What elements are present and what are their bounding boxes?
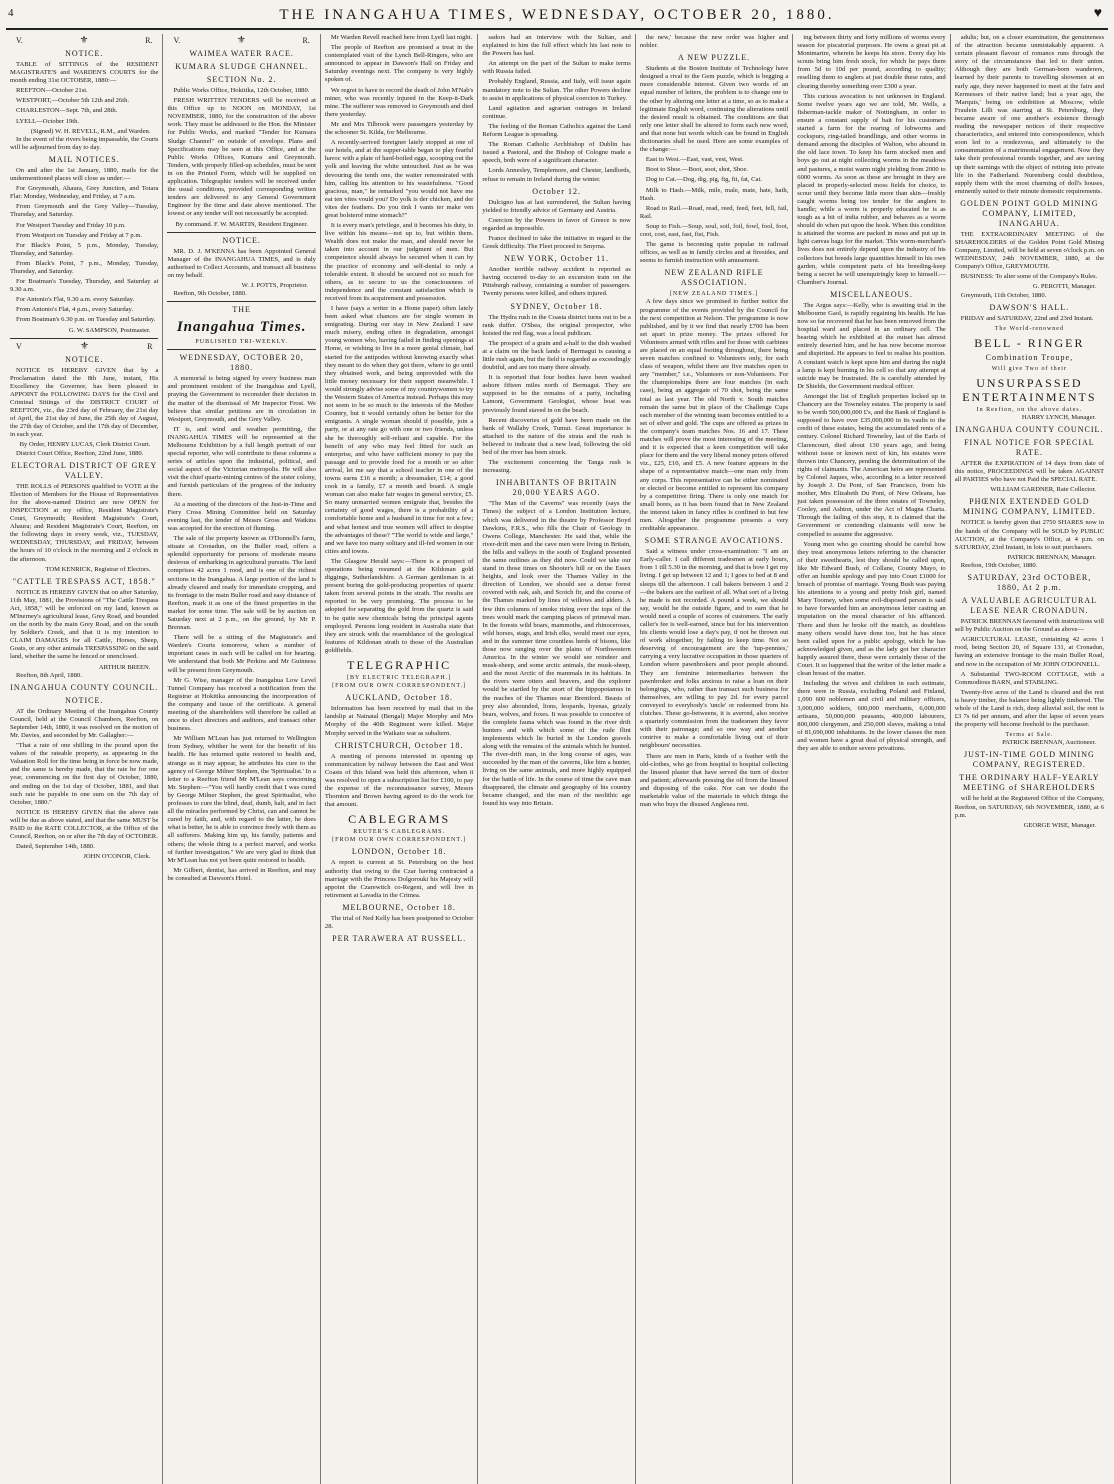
headline: NOTICE. xyxy=(65,354,104,364)
headline: Combination Troupe, xyxy=(985,352,1074,362)
article-paragraph: Including the wives and children in each estimate, there were in Russia, excluding Poland and Finland, 1,090 600 noblemen and civil and military officers, 3,000,000 soldiers, 600,000 merchants, 6,000,000 artisans, 50,000,000 peasants, 400,000 labourers, 800,000 clergymen, and 250,000 slaves, making a total of 81,690,000 inhabitants. In the lower classes the men and women have a great deal of physical strength, and they are able to endure severe privations. xyxy=(797,680,946,752)
article-paragraph: will be held at the Registered Office of the Company, Reefton, on SATURDAY, 6th NOVEMBER, 1880, at 6 p.m. xyxy=(954,795,1105,819)
article-paragraph: District Court Office, Reefton, 22nd June, 1880. xyxy=(16,449,144,457)
crest-left: V xyxy=(16,341,22,351)
article-paragraph: The sale of the property known as O'Donnell's farm, situate at Cronadun, on the Buller road, offers a splendid opportunity for persons of moderate means desirous of embarking in agricultural pursuits. The land comprises 42 acres 1 rood, and is one of the richest sections in the Inangahua. A large portion of the land is already cleared and ready for immediate cropping, and its frontage to the main Buller road and easy distance of Reefton, mark it as one of the finest properties in the market for some time. The sale will be by auction on Saturday next at 2 p.m., on the ground, by Mr P. Brennan. xyxy=(167,535,316,632)
article-paragraph: The game is becoming quite popular in railroad offices, as well as in family circles and at firesides, and seems to furnish instruction with amusement. xyxy=(639,241,789,265)
royal-crest-icon: ⚜ xyxy=(79,35,89,46)
article-paragraph: There will be a sitting of the Magistrate's and Warden's Courts tomorrow, when a number of important cases in each will be called on for hearing. We understand that both Mr Perkins and Mr Guinness will be present from Greymouth. xyxy=(167,634,316,674)
article-paragraph: From Boatman's 6.30 p.m. on Tuesday and Saturday. xyxy=(16,316,156,324)
article-paragraph: For Boatman's Tuesday, Thursday, and Saturday at 9.30 a.m. xyxy=(10,278,159,294)
article-paragraph: adults; but, on a closer examination, the genuineness of the attraction became unmistakably apparent. A certain pleasant flavour of romance runs through the story of the circumstances that led to their union. Although they are both German-born wanderers, learned by their parents to travelling showmen at an early age, they never happened to meet at the fairs and Kermesses of their native land; but a year ago, the 'Marquis,' being on exhibition at Moscow, while Fraulein Lilli was starring at St. Petersburg, they became aware of one another's existence through reading the newspaper notices of their respective characteristics, and entered into correspondence, which soon led to a rendezvous, and ultimately to the consummation of a matrimonial engagement. Now they take their professional rounds together, and are saving up their earnings with the object of retiring into private life in the Fatherland. Nuremberg could doubtless, supply them with the most charming of doll's houses, eminently suited to their minute domestic requirements. xyxy=(954,34,1105,195)
headline: A VALUABLE AGRICULTURAL LEASE NEAR CRONADUN. xyxy=(961,596,1098,616)
crest-left: V. xyxy=(173,36,181,45)
headline: NOTICE. xyxy=(65,695,104,705)
headline: NEW ZEALAND RIFLE ASSOCIATION. xyxy=(664,268,764,288)
headline: SOME STRANGE AVOCATIONS. xyxy=(644,536,784,546)
article-paragraph: AGRICULTURAL LEASE, containing 42 acres 1 rood, being Section 20, of Square 131, at Cronadun, having an extensive frontage to the main Buller Road, and now in the occupation of Mr JOHN O'DONNELL. xyxy=(954,636,1105,668)
crest-header xyxy=(10,36,158,46)
signature: W. J. POTTS, Proprietor. xyxy=(241,281,308,289)
masthead xyxy=(6,4,1108,30)
article-paragraph: "That a rate of one shilling in the pound upon the values of the rateable property, as appearing in the Valuation Roll for the time being in force be now made, and the same is hereby made, that the rate be for one year, commencing on the first day of October, 1880, and ending on the 1st day of October, 1881, and that such rate be payable in one sum on the 7th day of October, 1880." xyxy=(10,742,159,806)
article-paragraph: WESTPORT,—October 5th 12th and 26th. xyxy=(16,97,130,105)
headline: INANGAHUA COUNTY COUNCIL. xyxy=(10,682,159,692)
signature: TOM KENRICK, Registrar of Electors. xyxy=(45,565,151,573)
signature: By Order, HENRY LUCAS, Clerk District Court. xyxy=(19,441,151,449)
article-paragraph: The Hydra rush in the Coasta district turns out to be a rank duffer. O'Shea, the original prospector, who hoisted the red flag, was a local publican. xyxy=(482,313,631,337)
article-paragraph: REEFTON—October 21st. xyxy=(16,87,88,95)
signature: GEORGE WISE, Manager. xyxy=(1023,821,1097,829)
column-1 xyxy=(6,34,163,1484)
article-paragraph: A few days since we promised to further notice the programme of the events provided by the Council for the next competition at Nelson. The programme is now published, and by it we find that nearly £700 has been set apart in prize money. The prizes offered for Volunteers armed with rifles and for those with carbines are placed on an equal footing throughout, there being seven matches confined to Volunteers only, for each class of weapon, whilst there are five matches open to any "member," i.e., Volunteers or non-Volunteers. For the championships there are four matches (in each case), being an aggregate of 70 shot, being the same total as last year. The old North v. South matches remain the same but in place of the Challenge Cups each member of the winning team becomes entitled to a set of silver and gold. The cups are offered as prizes in the company's team matches Nos. 16 and 17. These matches will prove the most interesting of the meeting, and it is expected that a keen competition will take place for them and the very liberal money prizes offered viz., £25, £10, and £5. A new feature appears in the shape of a representative match—one man only from any corps. This representative can be either nominated or elected or become entitled to represent his company by a competitive firing. There is only one match for small bores, as it has been found that in New Zealand the interest taken in fancy rifles is confined to but few men. Altogether the programme presents a very creditable appearance. xyxy=(639,298,789,533)
headline: NOTICE. xyxy=(222,235,261,245)
headline: SYDNEY, October 18. xyxy=(510,301,603,311)
column-2 xyxy=(163,34,320,1484)
signature: HARRY LYNCH, Manager. xyxy=(1021,414,1097,421)
headline: PER TARAWERA AT RUSSELL. xyxy=(332,934,467,944)
crest-right: R. xyxy=(145,36,153,45)
article-paragraph: The people of Reefton are promised a treat in the contemplated visit of the Lynch Bell-Ringers, who are announced to appear in Dawson's Hall on Friday and Saturday evenings next. The company is very highly spoken of. xyxy=(324,44,474,84)
article-paragraph: I have (says a writer in a Home paper) often lately been asked what chances are for single women in emigrating. During our stay in New Zealand I saw much misery, ending often in degradation, amongst young women who, having failed in finding openings at Home, or wishing to live in a more genial climate, had started for the antipodes without knowing exactly what they meant to do when they got there, where to go until they obtained work, and being unprovided with the little money necessary for their support meanwhile. I would strongly advise some of my countrywomen to try the Western States of America instead. Perhaps this may not seem to be so much to the interests of the Mother Country, but it would certainly often be better for the emigrants. A single woman should if possible, join a party, or at any rate go with one or two friends, unless she be thoroughly self-reliant and capable. For the benefit of any who may feel fitted for such an enterprise, and who have sufficient money to pay the passage and to provide food for a month or so after arrival, let me say that a school teacher in one of the towns earns £16 a month; a dressmaker, £14; a good cook in a family, £7 a month and board. A single woman can also make fair wages in general service, £5. So many unmarried women emigrate that, besides the certainty of good wages, there is a probability of a comfortable home and a husband in time for not a few; and what honest and true women will affect to despise the advantages of these? "The world is wide and large," and we have too many solitary and ill-fed women in our cities and towns. xyxy=(324,305,474,555)
headline: REUTER'S CABLEGRAMS. xyxy=(353,829,446,836)
headline: INHABITANTS OF BRITAIN 20,000 YEARS AGO. xyxy=(496,478,618,498)
headline: WAIMEA WATER RACE. xyxy=(189,49,294,58)
crest-header xyxy=(10,342,158,352)
article-paragraph: AFTER the EXPIRATION of 14 days from date of this notice, PROCEEDINGS will be taken AGAINST all PARTIES who have not Paid the SPECIAL RATE. xyxy=(954,460,1105,484)
headline: [FROM OUR OWN CORRESPONDENT.] xyxy=(332,837,467,844)
article-paragraph: THE EXTRAORDINARY MEETING of the SHAREHOLDERS of the Golden Point Gold Mining Company, Limited, will be held at seven o'clock p.m. on WEDNESDAY, 24th NOVEMBER, 1880, at the Company's Office, GREYMOUTH. xyxy=(954,230,1105,271)
headline: "CATTLE TRESPASS ACT, 1858." xyxy=(12,576,156,586)
article-paragraph: Reefton, 19th October, 1880. xyxy=(960,561,1038,569)
headline: MISCELLANEOUS. xyxy=(830,289,913,299)
headline: FINAL NOTICE FOR SPECIAL RATE. xyxy=(964,438,1095,458)
article-paragraph: From Black's Point, 7 p.m., Monday, Tuesday, Thursday, and Saturday. xyxy=(10,259,159,275)
headline: Will give Two of their xyxy=(991,365,1067,372)
article-paragraph: Coercion by the Powers in favor of Greece is now regarded as impossible. xyxy=(482,216,631,232)
article-paragraph: From Westport on Tuesday and Friday at 7 p.m. xyxy=(16,231,143,239)
article-paragraph: Greymouth, 11th October, 1880. xyxy=(960,291,1047,299)
headline: The World-renowned xyxy=(994,325,1064,332)
article-paragraph: We regret to have to record the death of John M'Nab's miner, who was recently injured in the Keep-it-Dark mine. The sufferer was removed to Greymouth and died there yesterday. xyxy=(324,86,474,118)
headline: BELL - RINGER xyxy=(974,335,1085,350)
article-paragraph: AT the Ordinary Meeting of the Inangahua County Council, held at the Council Chambers, Reefton, on September 14th, 1880, it was resolved on the motion of Mr. Davies, and seconded by Mr. Gallagher:— xyxy=(10,707,159,739)
article-paragraph: CHARLESTON—Sept. 7th, and 28th. xyxy=(16,107,118,115)
headline: ELECTORAL DISTRICT OF GREY VALLEY. xyxy=(11,460,158,480)
article-paragraph: Recent discoveries of gold have been made on the bank of Wallaby Creek, Tumut. Great importance is attached to the nature of the strata and the rush is believed to indicate that a new lead, following the old bed of the river has been struck. xyxy=(482,416,631,457)
article-paragraph: FRIDAY and SATURDAY, 22nd and 23rd Instant. xyxy=(960,314,1094,322)
article-paragraph: Amongst the list of English properties locked up in Chancery are the Towneley estates. The property is said to be worth 500,000,000 £'s, and the Bank of England is supposed to have over £35,000,000 in its vaults to the credit of these estates, being the accumulated rents of a century. Colonel Richard Towneley, last of the Earls of Clarencourt, died about 130 years ago, and being without issue or known next of kin, his estates were thrown into Chancery, pending the determination of the rights of claimants. The American heirs are represented by Colonel Jaques, who, according to a letter received by Joseph J. Du Pont, of San Francisco, from his mother, Mrs Elizabeth Du Pont, of New Orleans, has just taken possession of the three estates of Towneley, Cooley, and Ashton, under the Act of Magna Charta. Through the failing of this step, it is claimed that the Government or contending claimants will now be compelled to assume the aggressive. xyxy=(797,392,946,538)
article-paragraph: There are men in Paris, kinds of a feather with the old-clothes, who go from hospital to hospital collecting the linseed plaster that have served the turn of doctor and patient; afterwards pressing the oil from the linseed and disposing of the cake. Nor can we doubt the marketable value of the materials in which things the man who buys the disused Anglesea rent. xyxy=(639,752,789,809)
page-number: 4 xyxy=(8,7,14,19)
article-paragraph: IT is, and wind and weather permitting, the INANGAHUA TIMES will be represented at the Melbourne Exhibition by a full length portrait of our special reporter, who will contribute to these columns a series of articles upon the industrial, political, and social aspect of the Victorian metropolis. He will also visit the chief quartz-mining centres of the sister colony, and furnish particulars of the progress of the industry there. xyxy=(167,425,316,498)
article-paragraph: Road to Rail.—Road, read, reed, feed, feet, fell, fail, Rail. xyxy=(639,204,789,220)
column-rule xyxy=(10,338,158,339)
article-paragraph: For Black's Point, 5 p.m., Monday, Tuesday, Thursday, and Saturday. xyxy=(10,241,159,257)
signature: PATRICK BRENNAN, Auctioneer. xyxy=(1002,739,1097,747)
article-paragraph: The Glasgow Herald says:—There is a prospect of operations being resumed at the Kildonan gold diggings, Sutherlandshire. A German gentleman is at present boring the gold-producing properties of quartz taken from several points in the strath. The results are reported to be very promising. The process to be adopted for separating the gold from the quartz is said to be quite new chemicals being the principal agents employed. Persons long resident in Australia state that they are struck with the resemblance of the geological features of Kildonan strath to those of the Australian goldfields. xyxy=(324,557,474,654)
headline: TELEGRAPHIC xyxy=(347,658,452,673)
royal-crest-icon: ⚜ xyxy=(236,35,246,46)
signature: WILLIAM GARDNER, Rate Collector. xyxy=(990,486,1097,494)
headline: THE ORDINARY HALF-YEARLY MEETING of SHAREHOLDERS xyxy=(959,773,1100,793)
article-paragraph: Mr G. Wise, manager of the Inangahua Low Level Tunnel Company has received a notification from the Registrar at Hokitika announcing the incorporation of the company and issue of the certificate. A general meeting of the shareholders will therefore be called at once to elect directors and auditors, and transact other business. xyxy=(167,676,316,733)
article-paragraph: Reefton, 8th April, 1880. xyxy=(16,671,82,679)
article-paragraph: Young men who go courting should be careful how they treat anonymous letters referring to the character of their sweethearts, lest they should be called upon, like Mr Edward Bush, of Collane, County Mayo, to offer an humble apology and pay into Court £1000 for breach of promise of marriage. Young Bush was paying his attentions to a young and pretty Irish girl, named Mary Toomey, when some evil-disposed person is said to have forwarded him an anonymous letter casting an imputation on the moral character of his affianced. There and then he broke off the match, as doubtless many others would have done too, but he has since been called upon for a public apology, which he has acknowledged given, and as the lady got her character happily assured there, these were certainly those of the Court. It so happened that the writer of the letter made a clean breast of the matter. xyxy=(797,540,946,678)
article-paragraph: PATRICK BRENNAN favoured with instructions will sell by Public Auction on the Ground as above— xyxy=(954,618,1105,634)
headline: AUCKLAND, October 18. xyxy=(345,693,453,703)
headline: Inangahua Times. xyxy=(176,319,307,336)
signature: PATRICK BRENNAN, Manager. xyxy=(1007,553,1097,561)
headline: CABLEGRAMS xyxy=(348,812,451,827)
article-paragraph: Information has been received by mail that in the landslip at Nainatal (Bengal) Major Morphy and Mrs Morphy of the 40th Regiment were killed. Major Morphy served in the Waikato war as subaltern. xyxy=(324,705,474,737)
headline: PHŒNIX EXTENDED GOLD MINING COMPANY, LIMITED. xyxy=(962,497,1096,517)
headline: [NEW ZEALAND TIMES.] xyxy=(669,291,759,298)
article-paragraph: East to West.—East, vast, vest, West. xyxy=(645,156,744,164)
article-paragraph: Probably England, Russia, and Italy, will issue again mandatory note to the Sultan. The other Powers decline to assist in applications of physical coercion to Turkey. xyxy=(482,78,631,102)
article-paragraph: NOTICE IS HEREBY GIVEN that by a Proclamation dated the 8th June, instant, His Excellency the Governor, has been pleased to APPOINT the FOLLOWING DAYS for the Civil and Criminal Sittings of the DISTRICT COURT of REEFTON, viz., the 23rd day of February, the 21st day of April, the 21st day of June, the 25th day of August, the 27th day of October, and the 17th day of December, in each year. xyxy=(10,366,159,439)
headline: JUST-IN-TIME GOLD MINING COMPANY, REGISTERED. xyxy=(963,750,1095,770)
article-paragraph: For Westport Tuesday and Friday 10 p.m. xyxy=(16,221,126,229)
article-paragraph: France declined to take the initiative in regard to the Greek difficulty. The Fleet proceed to Smyrna. xyxy=(482,234,631,251)
article-paragraph: A recently-arrived foreigner lately stopped at one of our hotels, and at the supper-table began to play fearful havoc with a plate of hard-boiled eggs, scooping out the yolk and leaving the white untouched. Just as he was devouring the tenth one, the waiter remonstrated with him, calling his attention to his wastefulness. "Good gracious, man," he remarked "you would not have me eat ten vites vould you? Do yolk is der chicken, and der vites der feathers. Do you tink I vants ter make ven great bolsterof mine stomach?" xyxy=(324,139,474,219)
column-5 xyxy=(636,34,793,1484)
article-paragraph: Lords Annesley, Templemore, and Chester, landlords, refuse to remain in Ireland during the winter. xyxy=(482,167,631,183)
signature: G. W. SAMPSON, Postmaster. xyxy=(68,326,151,334)
column-rule xyxy=(167,349,315,350)
headline: INANGAHUA COUNTY COUNCIL. xyxy=(955,425,1104,435)
article-paragraph: Dulcigno has at last surrendered, the Sultan having yielded to friendly advice of Germany and Austria. xyxy=(482,198,631,214)
headline: [BY ELECTRIC TELEGRAPH.] xyxy=(347,675,452,682)
column-4 xyxy=(478,34,635,1484)
article-paragraph: Mr Warden Revell reached here from Lyell last night. xyxy=(330,34,473,41)
headline: LONDON, October 18. xyxy=(351,847,447,857)
article-paragraph: The Argus says:—Kelly, who is awaiting trial in the Melbourne Gaol, is rapidly regaining his health. He has now so far recovered that he has been removed from the hospital ward and placed in an ordinary cell. The bearing which he exhibited at the outset has almost entirely deserted him, and he has now become morose and dispirited. He appears to feel to realise his position. A constant watch is kept upon him and during the night a lamp is kept burning in his cell so that any attempt at suicide may be frustrated. He is carefully attended by Dr Shields, the Government medical officer. xyxy=(797,301,946,390)
article-paragraph: Mr and Mrs Tilbrook were passengers yesterday by the schooner St. Kilda, for Melbourne. xyxy=(324,120,474,137)
column-rule xyxy=(167,232,315,233)
headline: October 12. xyxy=(532,186,581,196)
headline: UNSURPASSED ENTERTAINMENTS xyxy=(962,375,1097,404)
article-paragraph: sadors had an interview with the Sultan, and explained to him the full effect which his last note to the Powers has had. xyxy=(482,34,631,58)
headline: MELBOURNE, October 18. xyxy=(342,902,456,912)
article-paragraph: TABLE of SITTINGS of the RESIDENT MAGISTRATE'S and WARDEN'S COURTS for the month ending 31st OCTOBER, 1880:— xyxy=(10,61,159,85)
headline: SECTION No. 2. xyxy=(206,75,277,84)
column-7 xyxy=(951,34,1108,1484)
column-container xyxy=(6,34,1108,1484)
headline: MAIL NOTICES. xyxy=(48,154,120,164)
headline: In Reefton, on the above dates. xyxy=(976,406,1083,413)
article-paragraph: BUSINESS: To alter some of the Company's Rules. xyxy=(960,273,1098,281)
article-paragraph: Boot to Shoe.—Boot, soot, shot, Shoe. xyxy=(645,166,749,174)
article-paragraph: For Greymouth, Ahaura, Grey Junction, and Totara Flat: Monday, Wednesday, and Friday, at 7 a.m. xyxy=(10,185,159,201)
headline: SATURDAY, 23rd OCTOBER, 1880, At 2 p.m. xyxy=(967,573,1092,593)
article-paragraph: This curious avocation is not unknown in England. Some twelve years ago we are told, Mr. Wells, a fisherman-tackle maker of Nottingham, in order to ensure a constant supply of bait for his customers started a farm for the rearing of lobworms and cockspurs, ring-tailed brandlings, and other worms in demand among the disciples of Walton, who abound in the old lace town. To keep his farm stocked men and boys go out at night collecting worms in the meadows and pastures, a moist warm night yielding from 2000 to 6000 worms. As soon as these are brought in they are placed in properly-selected moss fields for choice, to scour until they become little more than skin—freshly caught worms being too tender for the anglers to handle; while a worm is properly educated he is as tough as a bit of india rubber, and behaves as a worm should do when put upon the hook. When this condition is attained the worms are packed in moss and put up in light canvas bags for the market. This worm-merchant's lives does not entirely depend upon the industry of his collectors but breeds large quantities himself in his own garden, while competent parts of his breeding-keep being a secret he will unenquiringly keep to himself.—Chamber's Journal. xyxy=(797,92,946,286)
column-6 xyxy=(793,34,950,1484)
article-paragraph: The excitement concerning the Tanga rush is increasing. xyxy=(482,459,631,475)
headline: KUMARA SLUDGE CHANNEL. xyxy=(175,62,309,71)
article-paragraph: Soup to Fish.—Soup, soul, soil, foil, fowl, fool, foot, coot, cost, east, fast, fist, Fish. xyxy=(639,222,789,238)
headline: A NEW PUZZLE. xyxy=(677,53,751,63)
article-paragraph: It is reported that four bodies have been washed ashore fifteen miles north of Bermagui. They are supposed to be the remains of a party, including Lamont, Government Geologist, whose boat was previously found staved in on the beach. xyxy=(482,374,631,414)
signature: ARTHUR BREEN. xyxy=(98,663,151,671)
signature: G. PEROTTI, Manager. xyxy=(1032,283,1097,291)
article-paragraph: Dated, September 14th, 1880. xyxy=(16,843,95,851)
headline: WEDNESDAY, OCTOBER 20, 1880. xyxy=(179,353,304,373)
crest-right: R xyxy=(147,341,153,351)
article-paragraph: In the event of the rivers being impassable, the Courts will be adjourned from day to day. xyxy=(10,135,159,151)
headline: DAWSON'S HALL. xyxy=(989,302,1070,312)
article-paragraph: Land agitation and agrarian outrages in Ireland continue. xyxy=(482,104,631,120)
headline: Terms at Sale. xyxy=(1005,732,1054,739)
masthead-title: THE INANGAHUA TIMES, WEDNESDAY, OCTOBER 20, 1880. xyxy=(279,7,835,23)
article-paragraph: NOTICE is hereby given that 2750 SHARES now in the hands of the Company will be SOLD by PUBLIC AUCTION, at the Company's Office, at 4 p.m. on SATURDAY, 23rd Instant, in lots to suit purchasers. xyxy=(954,519,1105,551)
crest-header xyxy=(167,36,315,46)
crest-left: V. xyxy=(16,36,23,45)
article-paragraph: The trial of Ned Kelly has been postponed to October 28. xyxy=(324,914,474,930)
headline: THE xyxy=(232,305,251,315)
article-paragraph: For Antonio's Flat, 9.30 a.m. every Saturday. xyxy=(16,296,135,304)
article-paragraph: Public Works Office, Hokitika, 12th October, 1880. xyxy=(173,87,310,94)
column-rule xyxy=(167,301,315,302)
headline: [FROM OUR OWN CORRESPONDENT.] xyxy=(332,683,467,690)
article-paragraph: Twenty-five acres of the Land is cleared and the rest is heavy timber, the balance being lightly timbered. The whole of the Land is rich, deep alluvial soil, the rent is £3 7s 6d per annum, and after the lapse of seven years the property will become freehold to the purchaser. xyxy=(954,688,1105,729)
article-paragraph: A meeting of persons interested in opening up communication by railway between the East and West Coasts of this Island was held this afternoon, when it was resolved to open a subscription list for £100, to pay the expense of the reconnaissance survey, Messrs Thornton and Brown having agreed to do the work for that amount. xyxy=(324,752,474,809)
article-paragraph: An attempt on the part of the Sultan to make terms with Russia failed. xyxy=(482,60,631,76)
article-paragraph: "The Man of the Caverns" was recently (says the Times) the subject of a London Institution lecture, which was delivered in the theatre by Professor Boyd Dawkins, F.R.S., who fills the Chair of Geology in Owens College, Manchester. He said that, while the river-drift men and the cave men were living in Britain, the hills and valleys in the south of England presented the same outlines as they did now. Could we take our stand in those times on Shooter's hill or on the Essex heights, and look over the Thames Valley in the direction of London, we should see a dense forest covered with oak, ash, and Scotch fir, and the course of the Thames marked by lines of willows and alders. A few thin columns of smoke rising over the tops of the trees would mark the camping places of primeval man. In the forests wild boars, mammoths, and rhinoceroses, wild horses, stags, and Irish elks, would meet our eyes, and in the summer time countless herds of bisons, like those now ranging over the plains of Northwestern America. In the winter we would see reindeer and musk-sheep, and some arctic animals, the musk-sheep, and the most Arctic of the mammals in its habitats. In the rivers were otters and beavers, and the explorer would be startled by the snort of the hippopotamus in the reaches of the Thames near Brentford. Beasts of prey also abounded, lions, leopards, hyenas, grizzly bears, wolves, and foxes. It was possible to conceive of the complete fauna which was found in the river drift hunters and with which some of the rude flint implements which lie buried in the London gravels along with the remains of the animals which he hunted. The river-drift man, in the long course of ages, was succeeded by the man of the caverns, like him a hunter, living on the same animals, and more highly equipped for the battle of life. In the course of time the cave man disappeared, the climate and geography of his country became changed, and the man of the neolithic age found his way into Britain. xyxy=(482,500,631,807)
article-paragraph: Mr William M'Lean has just returned to Wellington from Sydney, whither he went for the benefit of his health. He has returned quite restored to health and, strange as it may appear, he attributes his cure to the agency of George Milner Stephen, the 'Spiritualist.' In a letter to a Reefton friend Mr M'Lean says concerning Mr. Stephen:—"You will hardly credit that I was cured by George Milner Stephen, the great Spiritualist, who professes to cure the blind, deaf, dumb, halt, and in fact all the miracles performed by Christ, can and cannot be cured by faith, and, with regard to the latter, he does what is better, he is able to convince freely with them as all sufferers. Making him up, his family, patients and others; the whole thing is a perfect marvel, and works of further investigation." We are very glad to think that Mr M'Lean has not yet been quite restored to health. xyxy=(167,735,316,864)
headline: CHRISTCHURCH, October 18. xyxy=(334,740,464,750)
headline: GOLDEN POINT GOLD MINING COMPANY, LIMITED, INANGAHUA. xyxy=(960,198,1099,228)
article-paragraph: LYELL—October 19th. xyxy=(16,117,80,125)
article-paragraph: The Roman Catholic Archbishop of Dublin has issued a Pastoral, and the Bishop of Cologne made a speech, both were of a significant character. xyxy=(482,141,631,165)
article-paragraph: A memorial is being signed by every business man and prominent resident of the Inangahua and Lyell, praying the Government to reconsider their decision in the matter of the dismissal of Mr Inspector Frost. We believe that similar petitions are in circulation in Westport, Greymouth, and the Grey Valley. xyxy=(167,375,316,423)
column-3 xyxy=(321,34,478,1484)
crest-right: R. xyxy=(302,36,310,45)
article-paragraph: Said a witness under cross-examination: "I am an Early-caller. I call different tradesmen at early hours, from 1 till 5.30 in the morning, and that is how I get my living. I get up between 12 and 1; I goes to bed at 8 and sleeps till the afternoon. I call bakers between 1 and 2—the bakers are the earliest of all. What sort of a living he made is not recorded. A pound a week, we should say, would be the outside figure, and to earn that he would need a couple of scores of customers. The early caller's fee is well-earned, since but for his intervention his clients would lose a day's pay, if not be thrown out of work altogether, by failing to keep time. Not so deserving of encouragement are the 'tup-pennies,' carrying a very lucrative occupation in those quarters of London where pawnbrokers and poor people abound. They are feminine intermediaries between the pawnbroker and folks anxious to raise a loan on their belongings, who, rather than transact such business for themselves, are willing to pay 2d. for every parcel conveyed to everybody's 'uncle' or redeemed from his clutches. These go-betweens, it is averred, also receive a quarterly commission from the tradesmen they favor with their patronage; and so one way and another contrive to make a comfortable living out of their neighbours' necessities. xyxy=(639,548,789,750)
article-paragraph: NOTICE IS HEREBY GIVEN that on after Saturday, 11th May, 1881, the Provisions of "The Cattle Trespass Act, 1858," will be enforced on my land, known as M'Inerney's agricultural lease, Grey Road, and bounded on the north by the main Grey Road, and on the south by Soldier's Creek, and that it is my intention to CLAIM DAMAGES for all Cattle, Horses, Sheep, Goats, or any other animals TRESPASSING on the said land, whether the same be fenced or unenclosed. xyxy=(10,588,159,661)
signature: By command. F. W. MARTIN, Resident Engineer. xyxy=(175,220,308,228)
heart-icon: ♥ xyxy=(1093,6,1102,21)
article-paragraph: From Antonio's Flat, 4 p.m., every Saturday. xyxy=(16,306,134,314)
royal-crest-icon: ⚜ xyxy=(79,340,89,352)
article-paragraph: The feeling of the Roman Catholics against the Land Reform League is spreading. xyxy=(482,122,631,139)
article-paragraph: From Greymouth and the Grey Valley—Tuesday, Thursday, and Saturday. xyxy=(10,203,159,219)
article-paragraph: the new,' because the new order was higher and nobler. xyxy=(639,34,789,50)
article-paragraph: Dog to Cat.—Dog, dig, pig, fig, fit, fat, Cat. xyxy=(645,176,762,184)
headline: PUBLISHED TRI-WEEKLY. xyxy=(195,339,288,346)
signature: JOHN O'CONOR, Clerk. xyxy=(83,853,151,861)
article-paragraph: Another terrible railway accident is reported as having occurred to-day to an excursion train on the Pittsburgh railway, containing a number of passengers. Twenty persons were killed, and others injured. xyxy=(482,266,631,298)
article-paragraph: A Substantial TWO-ROOM COTTAGE, with a Commodious BARN, and STABLING. xyxy=(954,670,1105,686)
article-paragraph: Reefton, 9th October, 1880. xyxy=(173,290,247,298)
article-paragraph: NOTICE IS HEREBY GIVEN that the above rate will be due as above stated, and that the same MUST be PAID to the RATE COLLECTOR, at the Office of the Council, Reefton, on or after the 7th day of OCTOBER. xyxy=(10,808,159,841)
article-paragraph: Milk to Hash.—Milk, mile, male, mate, hate, hath, Hash. xyxy=(639,186,789,202)
article-paragraph: The prospect of a grain and a-half to the dish washed at a claim on the back lands of Bermagui is causing a little rush again, but the field is regarded as exceedingly doubtful, and are too many there already. xyxy=(482,339,631,372)
article-paragraph: It is every man's privilege, and it becomes his duty, to live within his means—not up to, but within them. Wealth does not make the man, and should never be taken into account in our judgment of men. But competence should always be secured when it can by the practice of economy and self-denial to only a tolerable extent. It should be secured not so much for others, as to secure to us the consciousness of independence and the constant satisfaction which is received from its acquirement and possession. xyxy=(324,222,474,302)
article-paragraph: A report is current at St. Petersburg on the best authority that owing to the Czar having contracted a marriage with the Princess Dolgorouki his Majesty will appoint the Czarewitch co-Regent, and will live in retirement at Lavadia in the Crimea. xyxy=(324,859,474,899)
article-paragraph: At a meeting of the directors of the Just-in-Time and Fiery Cross Mining Committee held on Saturday evening last, the tender of Messrs Gross and Watkins was accepted for the erection of fluming. xyxy=(167,500,316,532)
signature: (Signed) W. H. REVELL, R.M., and Warden. xyxy=(30,127,151,135)
article-paragraph: Mr Gilbert, dentist, has arrived in Reefton, and may be consulted at Dawson's Hotel. xyxy=(167,866,316,882)
article-paragraph: THE ROLLS of PERSONS qualified to VOTE at the Election of Members for the House of Representatives for the above-named District are now OPEN for INSPECTION at my office, Resident Magistrate's Court, Greymouth; Resident Magistrate's Court, Ahaura; and Resident Magistrate's Court, Reefton, on the following days in every week, viz., TUESDAY, WEDNESDAY, THURSDAY, and FRIDAY, between the hours of 10 o'clock in the morning and 2 o'clock in the afternoon. xyxy=(10,482,159,563)
article-paragraph: Students at the Boston Institute of Technology have designed a rival to the Gem puzzle, which is begging a more considerable interest. Given two words of an equal number of letters, the problem is to change one to the other by altering one letter at a time, so as to make a legitimate English word, continuing the alterations until the desired result is obtained. The conditions are that only one letter shall be altered to form each new word, and that none but words which can be found in English dictionaries shall be used. Here are some examples of the change:— xyxy=(639,65,789,154)
article-paragraph: FRESH WRITTEN TENDERS will be received at this Office up to NOON on MONDAY, 1st NOVEMBER, 1880, for the construction of the above work. They must be addressed to the Hon. the Minister for Public Works, and marked "Tender for Kumara Sludge Channel" on outside of envelope. Plans and Specifications may be seen at this Office, and at the Public Works Offices, Kumara and Greymouth. Tenders, with properly filled-up schedules, must be sent in on the Printed Form, which will be supplied on application. Telegraphic tenders will be received under the usual conditions, provided corresponding written tenders are delivered to any General Government Engineer by the time and date above mentioned. The lowest or any tender will not necessarily be accepted. xyxy=(167,97,316,218)
article-paragraph: MR. D. J. M'KENNA has been Appointed General Manager of the INANGAHUA TIMES, and is duly authorised to Collect Accounts, and transact all business on my behalf. xyxy=(167,247,316,279)
headline: NEW YORK, October 11. xyxy=(504,254,610,264)
headline: NOTICE. xyxy=(65,49,104,58)
article-paragraph: On and after the 1st January, 1880, mails for the undermentioned places will close as under:— xyxy=(10,166,159,183)
article-paragraph: ing between thirty and forty millions of worms every season for piscatorial purposes. He owns a great pit at Montmartre, wherein he keeps his store. Every day his scouts bring him fresh stock, for which he pays them from 5d to 10d per pound, according to quality; reselling them to anglers at just double these rates, and clearing thereby something over £300 a year. xyxy=(797,34,946,90)
